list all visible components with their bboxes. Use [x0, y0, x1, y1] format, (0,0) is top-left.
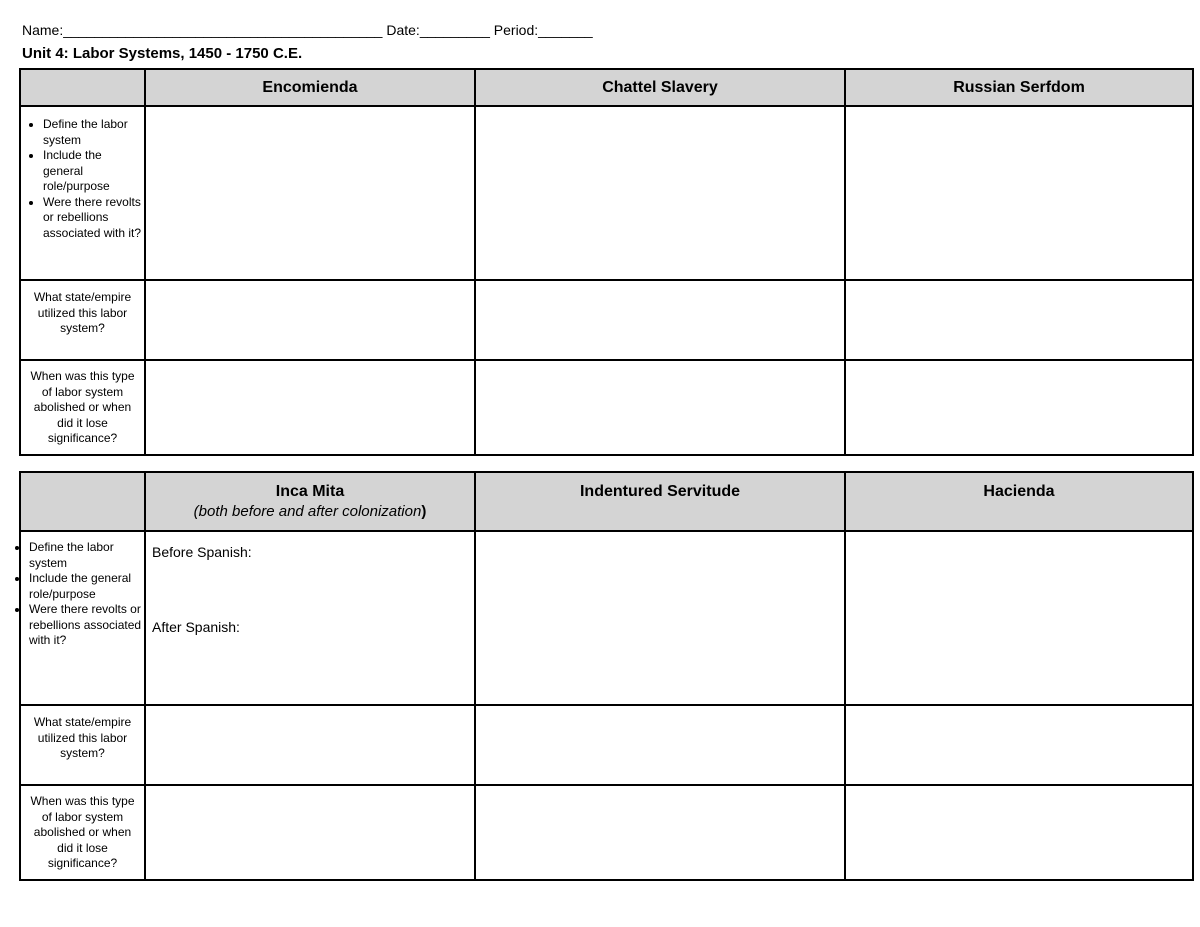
- list-item: • Include the general role/purpose: [29, 571, 144, 602]
- column-header-hacienda: [845, 472, 1193, 531]
- answer-cell[interactable]: [145, 785, 475, 880]
- after-spanish-label: After Spanish:: [152, 619, 240, 635]
- column-header-encomienda: Encomienda: [145, 69, 475, 106]
- name-date-period-line: Name:_________________________________________ Date:_________ Period:_______: [22, 22, 593, 38]
- list-item: • Define the labor system: [43, 117, 144, 148]
- answer-cell[interactable]: [845, 360, 1193, 455]
- corner-cell: [20, 69, 145, 106]
- column-header-inca-mita-subtitle: [146, 503, 474, 521]
- answer-cell[interactable]: [475, 785, 845, 880]
- row-label-text: What state/empire utilized this labor system?: [33, 290, 132, 335]
- answer-cell[interactable]: [475, 280, 845, 360]
- answer-cell[interactable]: [845, 106, 1193, 280]
- row-label-state-empire: [20, 280, 145, 360]
- answer-cell[interactable]: [475, 360, 845, 455]
- column-header-inca-mita-title: Inca Mita: [275, 483, 345, 500]
- answer-cell[interactable]: [845, 531, 1193, 705]
- column-header-chattel-slavery: Chattel Slavery: [475, 69, 845, 106]
- list-item: • Define the labor system: [29, 540, 144, 571]
- row-label-define: [20, 531, 145, 705]
- list-item: • Were there revolts or rebellions associated with it?: [29, 602, 144, 649]
- table-header-row: [20, 69, 1193, 106]
- row-label-text: When was this type of labor system abolished or when did it lose significance?: [30, 794, 135, 870]
- list-item: • Were there revolts or rebellions associated with it?: [43, 195, 144, 242]
- labor-systems-table-2: [19, 471, 1194, 881]
- answer-cell[interactable]: [145, 531, 475, 705]
- corner-cell: [20, 472, 145, 531]
- answer-cell[interactable]: [845, 785, 1193, 880]
- row-label-text: What state/empire utilized this labor system?: [33, 715, 132, 760]
- column-header-inca-mita: [145, 472, 475, 531]
- column-header-text: Indentured Servitude: [579, 483, 741, 500]
- row-label-define: [20, 106, 145, 280]
- answer-cell[interactable]: [145, 705, 475, 785]
- answer-cell[interactable]: [845, 705, 1193, 785]
- column-header-text: Hacienda: [983, 483, 1055, 500]
- answer-cell[interactable]: [475, 705, 845, 785]
- row-label-text: When was this type of labor system abolished or when did it lose significance?: [30, 369, 135, 445]
- row-label-state-empire: [20, 705, 145, 785]
- labor-systems-table-1: [19, 68, 1194, 456]
- prompt-bullet-list: [21, 117, 144, 241]
- table-row: [20, 705, 1193, 785]
- subtitle-close-paren: ): [421, 503, 427, 520]
- column-header-russian-serfdom: Russian Serfdom: [845, 69, 1193, 106]
- answer-cell[interactable]: [845, 280, 1193, 360]
- answer-cell[interactable]: [475, 106, 845, 280]
- table-row: [20, 106, 1193, 280]
- table-row: [20, 360, 1193, 455]
- before-spanish-label: Before Spanish:: [152, 544, 252, 560]
- table-header-row: [20, 472, 1193, 531]
- answer-cell[interactable]: [475, 531, 845, 705]
- answer-cell[interactable]: [145, 106, 475, 280]
- answer-cell[interactable]: [145, 360, 475, 455]
- table-row: [20, 531, 1193, 705]
- table-row: [20, 785, 1193, 880]
- answer-cell[interactable]: [145, 280, 475, 360]
- row-label-abolished: [20, 360, 145, 455]
- worksheet-title: Unit 4: Labor Systems, 1450 - 1750 C.E.: [22, 45, 303, 62]
- row-label-abolished: [20, 785, 145, 880]
- list-item: • Include the general role/purpose: [43, 148, 144, 195]
- prompt-bullet-list: [21, 540, 144, 649]
- table-row: [20, 280, 1193, 360]
- column-header-indentured-servitude: [475, 472, 845, 531]
- subtitle-text: (both before and after colonization: [193, 503, 422, 520]
